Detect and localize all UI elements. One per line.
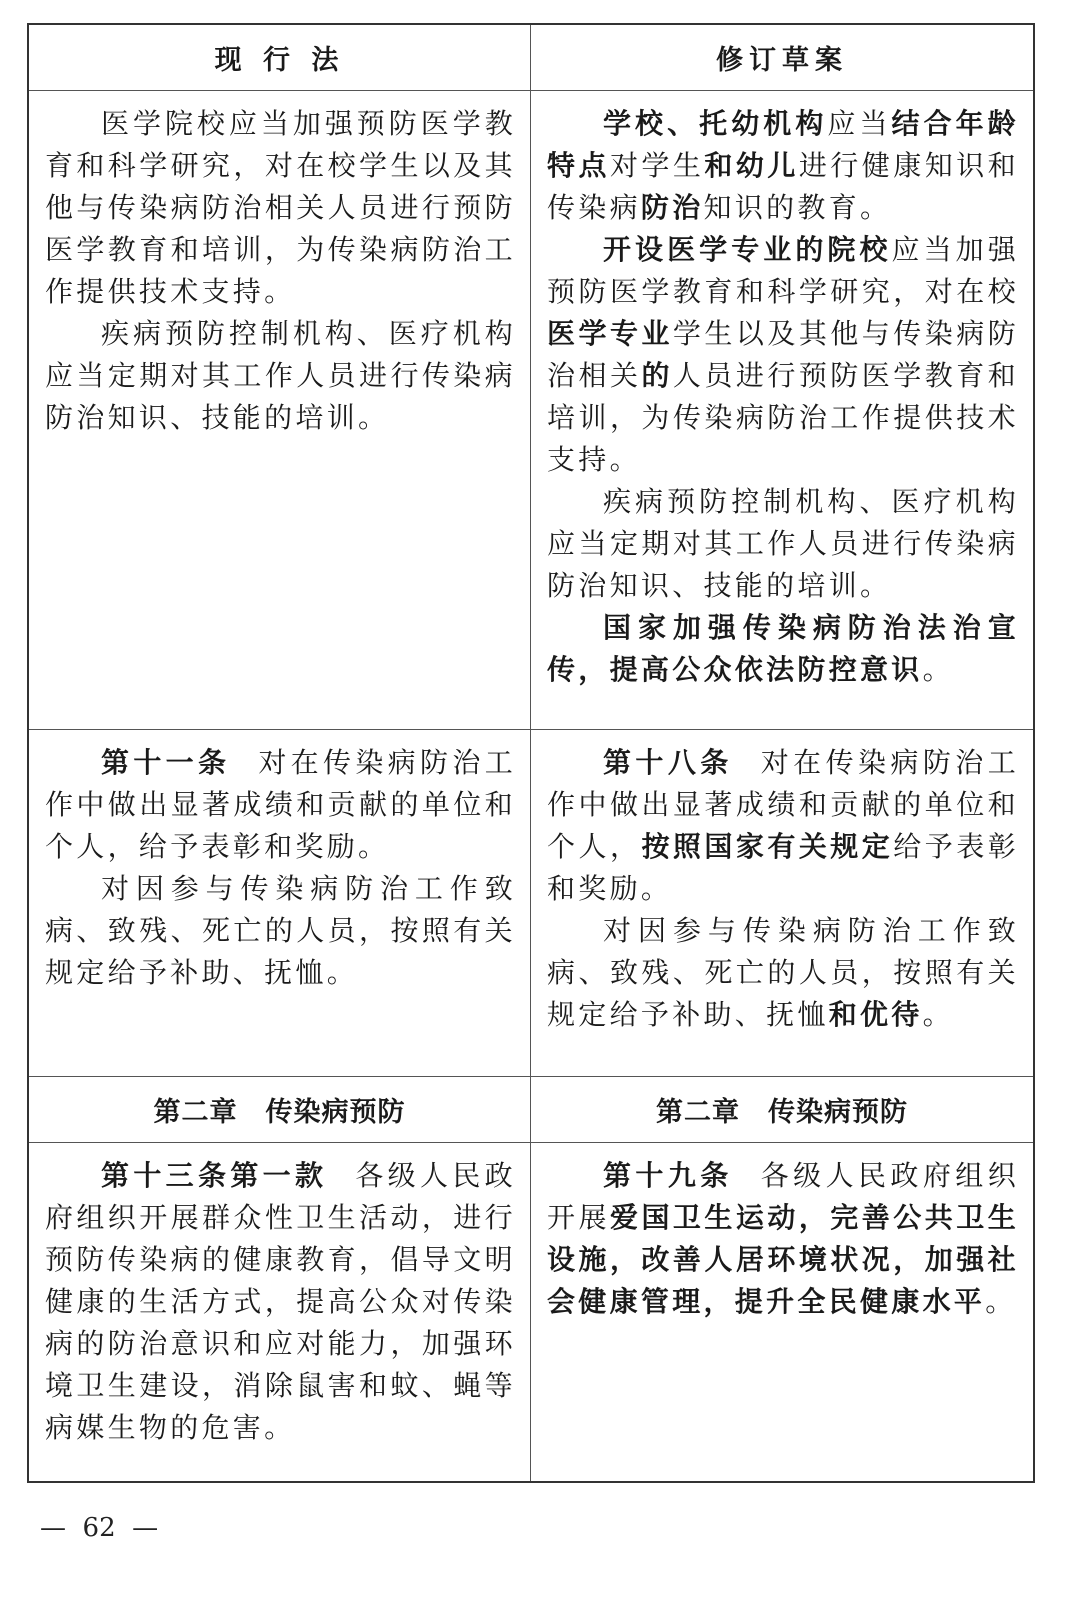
draft-paragraph (547, 103, 1019, 229)
revised-text: 开设医学专业的院校 (603, 233, 892, 266)
article-number: 第十九条 (603, 1159, 733, 1192)
unchanged-text: 应当加强预防医学教育和科学研究，对在校 (547, 233, 1020, 308)
unchanged-text: 给予表彰和奖励。 (547, 830, 1019, 905)
unchanged-text: 疾病预防控制机构、医疗机构应当定期对其工作人员进行传染病防治知识、技能的培训。 (547, 485, 1019, 602)
unchanged-text: 人员进行预防医学教育和培训，为传染病防治工作提供技术支持。 (547, 359, 1019, 476)
current-law-cell (29, 91, 531, 729)
draft-paragraph (547, 1155, 1019, 1323)
chapter-draft-cell (531, 1077, 1033, 1142)
draft-paragraph (547, 742, 1019, 910)
current-law-paragraph: 医学院校应当加强预防医学教育和科学研究，对在校学生以及其他与传染病防治相关人员进行预防医学教育和培训，为传染病防治工作提供技术支持。 (45, 107, 516, 308)
revised-text: 按照国家有关规定 (641, 830, 894, 863)
draft-cell (531, 1143, 1033, 1481)
current-law-paragraph (45, 742, 516, 868)
unchanged-text: 学生以及其他与传染病防治相关 (547, 317, 1019, 392)
current-law-paragraph: 对因参与传染病防治工作致病、致残、死亡的人员，按照有关规定给予补助、抚恤。 (45, 872, 516, 989)
unchanged-text: 。 (985, 1285, 1017, 1318)
header-current-law-cell (29, 25, 531, 90)
unchanged-text: 。 (922, 653, 954, 686)
draft-cell (531, 730, 1033, 1076)
table-row-prevention (29, 1143, 1033, 1481)
draft-paragraph (547, 229, 1019, 481)
unchanged-text: 进行健康知识和传染病 (547, 149, 1019, 224)
chapter-title: 第二章 传染病预防 (153, 1097, 406, 1128)
revised-text: 学校、托幼机构 (603, 107, 828, 140)
article-text: 各级人民政府组织开展群众性卫生活动，进行预防传染病的健康教育，倡导文明健康的生活方式，提高公众对传染病的防治意识和应对能力，加强环境卫生建设，消除鼠害和蚊、蝇等病媒生物的危害。 (45, 1159, 516, 1444)
revised-text: 国家加强传染病防治法治宣传，提高公众依法防控意识 (547, 611, 1019, 686)
revised-text: 和幼儿 (704, 149, 799, 182)
chapter-title: 第二章 传染病预防 (656, 1097, 908, 1128)
article-number: 第十三条第一款 (101, 1159, 328, 1192)
chapter-current-cell (29, 1077, 531, 1142)
current-law-paragraph: 疾病预防控制机构、医疗机构应当定期对其工作人员进行传染病防治知识、技能的培训。 (45, 317, 516, 434)
draft-paragraph (547, 910, 1019, 1036)
unchanged-text: 对因参与传染病防治工作致病、致残、死亡的人员，按照有关规定给予补助、抚恤 (547, 914, 1019, 1031)
current-law-cell (29, 730, 531, 1076)
current-law-cell (29, 1143, 531, 1481)
article-text: 对在传染病防治工作中做出显著成绩和贡献的单位和个人，给予表彰和奖励。 (45, 746, 516, 863)
unchanged-text: 各级人民政府组织开展 (547, 1159, 1020, 1234)
article-number: 第十八条 (603, 746, 733, 779)
header-draft-cell (531, 25, 1033, 90)
revised-text: 和优待 (828, 998, 923, 1031)
page-number: 62 (82, 1513, 116, 1543)
revised-text: 医学专业 (547, 317, 673, 350)
unchanged-text: 。 (922, 998, 954, 1031)
revised-text: 结合年龄特点 (547, 107, 1020, 182)
chapter-row (29, 1077, 1033, 1143)
draft-paragraph (547, 481, 1019, 607)
draft-cell (531, 91, 1033, 729)
revised-text: 防治 (640, 191, 704, 224)
unchanged-text: 对在传染病防治工作中做出显著成绩和贡献的单位和个人， (547, 746, 1020, 863)
unchanged-text: 对学生 (609, 149, 705, 182)
table-row-commendation (29, 730, 1033, 1077)
table-row-education (29, 91, 1033, 730)
comparison-table (27, 23, 1035, 1483)
revised-text: 爱国卫生运动，完善公共卫生设施，改善人居环境状况，加强社会健康管理，提升全民健康水平 (547, 1201, 1019, 1318)
page-footer: — 62 — (40, 1513, 159, 1543)
current-law-paragraph (45, 1155, 516, 1449)
unchanged-text: 知识的教育。 (703, 191, 892, 224)
header-current-law: 现 行 法 (214, 45, 345, 76)
unchanged-text: 应当 (827, 107, 892, 140)
table-header-row (29, 25, 1033, 91)
revised-text: 的 (641, 359, 673, 392)
header-draft: 修订草案 (716, 45, 848, 76)
article-number: 第十一条 (101, 746, 231, 779)
draft-paragraph (547, 607, 1019, 691)
